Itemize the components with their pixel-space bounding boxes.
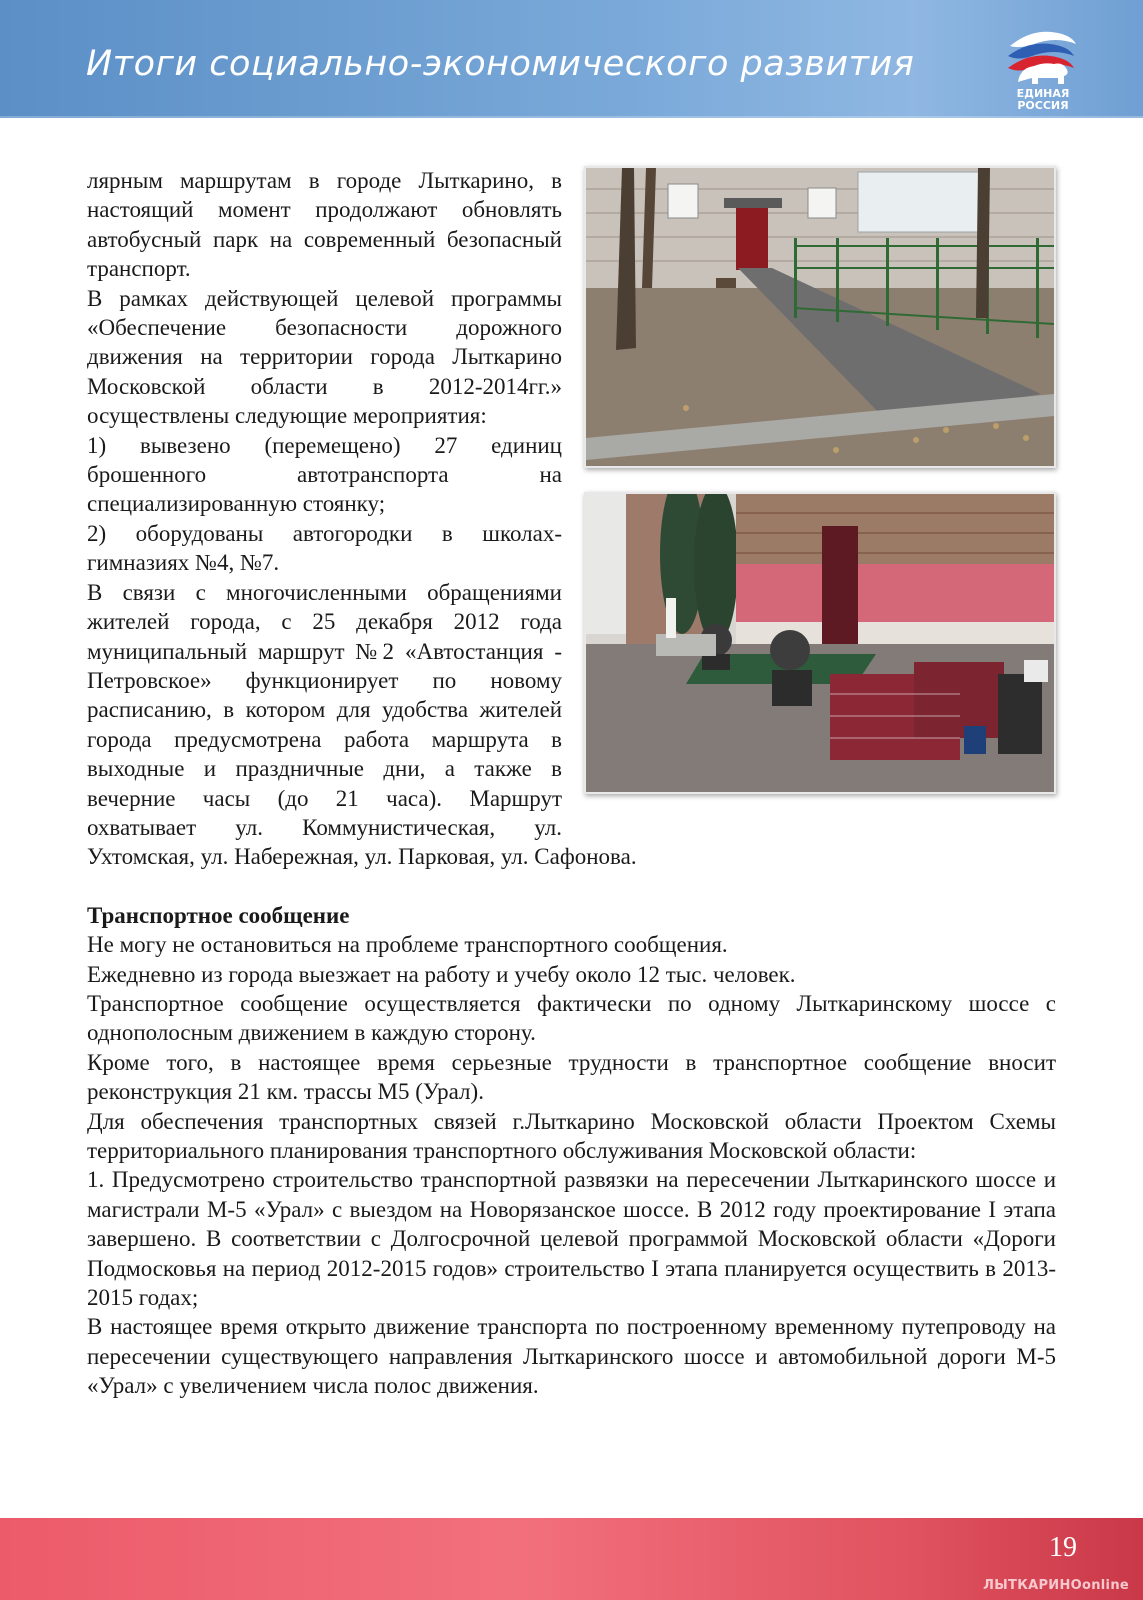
bear-flag-icon	[1004, 24, 1082, 90]
photo-courtyard-path	[584, 166, 1056, 468]
photo-building-entrance	[584, 492, 1056, 794]
section-title: Транспортное сообщение	[87, 902, 350, 928]
page-content	[87, 166, 1056, 1401]
paragraph-bottom-4: Кроме того, в настоящее время серьезные трудности в транспортное сообщение вносит реконструкция 21 км. трассы М5 (Урал).	[87, 1049, 1056, 1105]
footer-brand-watermark: ЛЫТКАРИНОonline	[983, 1578, 1129, 1593]
paragraph-bottom-5: Для обеспечения транспортных связей г.Лыткарино Московской области Проектом Схемы территориального планирования транспортного обслуживания Московской области:	[87, 1108, 1056, 1163]
logo-text-line2: РОССИЯ	[1017, 99, 1069, 112]
paragraph-bottom-6: 1. Предусмотрено строительство транспортной развязки на пересечении Лыткаринского шоссе и магистрали М-5 «Урал» с выездом на Новорязанское шоссе. В 2012 году проектирование I этапа завершено. В соответствии с Долгосрочной целевой программой Московской области «Дороги Подмосковья на период 2012-2015 годов» строительство I этапа планируется осуществить в 2013-2015 годах;	[87, 1167, 1056, 1311]
page-number: 19	[1049, 1532, 1077, 1563]
united-russia-logo	[1004, 24, 1082, 114]
header-title: Итоги социально-экономического развития	[86, 44, 915, 84]
page-header	[0, 0, 1143, 118]
section-gap	[87, 872, 1056, 901]
paragraph-bottom-7: В настоящее время открыто движение транспорта по построенному временному путепроводу на пересечении существующего направления Лыткаринского шоссе и автомобильной дороги М-5 «Урал» с увеличением числа полос движения.	[87, 1314, 1056, 1399]
paragraph-top-2: В рамках действующей целевой программы «Обеспечение безопасности дорожного движения на территории города Лыткарино Московской области в 2012-2014гг.» осуществлены следующие мероприятия:	[87, 285, 562, 429]
page-footer	[0, 1518, 1143, 1600]
paragraph-bottom-3: Транспортное сообщение осуществляется фактически по одному Лыткаринскому шоссе с однополосным движением в каждую сторону.	[87, 990, 1056, 1046]
paragraph-bottom-2: Ежедневно из города выезжает на работу и учебу около 12 тыс. человек.	[87, 961, 796, 987]
paragraph-top-1: лярным маршрутам в городе Лыткарино, в настоящий момент продолжают обновлять автобусный парк на современный безопасный транспорт.	[87, 168, 562, 282]
paragraph-top-4: 2) оборудованы автогородки в школах-гимназиях №4, №7.	[87, 520, 562, 576]
paragraph-bottom-1: Не могу не остановиться на проблеме транспортного сообщения.	[87, 932, 728, 958]
paragraph-top-5: В связи с многочисленными обращениями жителей города, с 25 декабря 2012 года муниципальный маршрут №2 «Автостанция - Петровское» функционирует по новому расписанию, в котором для удобства жителей города предусмотрена работа маршрута в выходные и праздничные дни, а также в вечерние часы (до 21 часа). Маршрут охватывает ул. Коммунистическая, ул. Ухтомская, ул. Набережная, ул. Парковая, ул. Сафонова.	[87, 579, 637, 870]
logo-text-line1: ЕДИНАЯ	[1016, 87, 1070, 100]
paragraph-top-3: 1) вывезено (перемещено) 27 единиц брошенного автотранспорта на специализированную стоянку;	[87, 432, 562, 517]
